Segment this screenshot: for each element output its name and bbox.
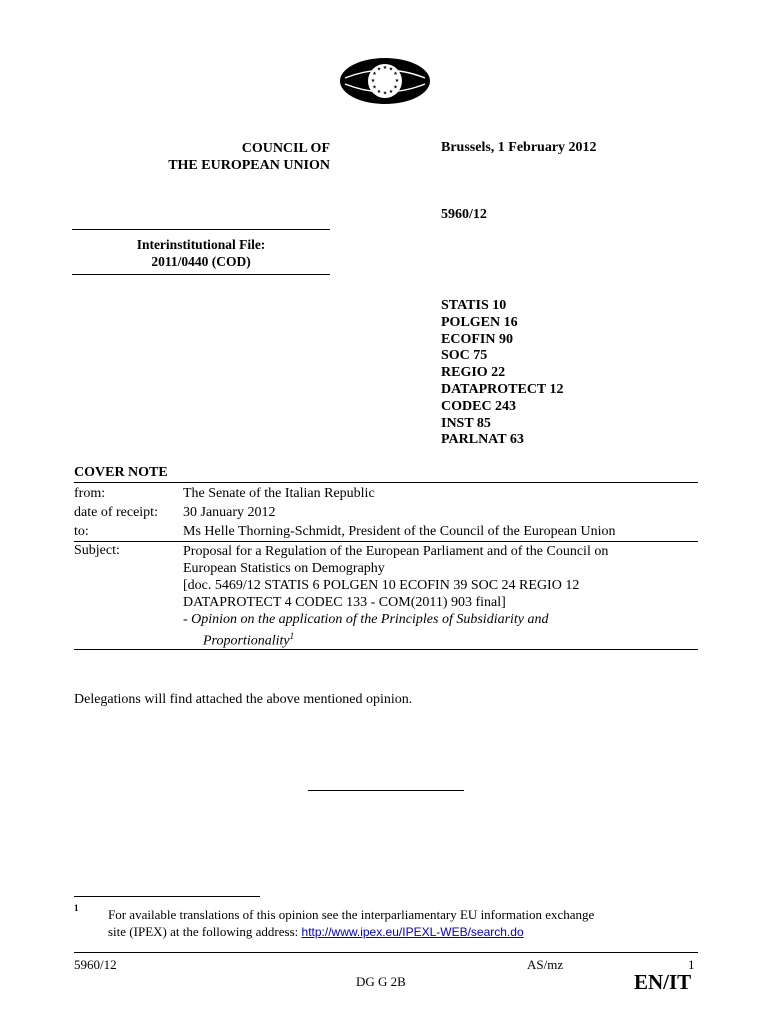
date-of-receipt-value: 30 January 2012: [183, 505, 276, 520]
svg-text:★: ★: [370, 78, 376, 84]
svg-text:★: ★: [372, 84, 377, 91]
footer-dg: DG G 2B: [356, 974, 406, 989]
document-number: 5960/12: [441, 207, 487, 222]
from-value: The Senate of the Italian Republic: [183, 486, 375, 501]
footnote-text: [108, 906, 698, 941]
svg-text:★: ★: [393, 71, 398, 77]
delegations-text: Delegations will find attached the above mentioned opinion.: [74, 692, 413, 707]
svg-text:★: ★: [393, 84, 398, 91]
to-label: to:: [74, 524, 89, 539]
subject-line: DATAPROTECT 4 CODEC 133 - COM(2011) 903 final]: [183, 595, 506, 610]
code-item: SOC 75: [441, 348, 488, 364]
interfile-value: 2011/0440 (COD): [151, 254, 251, 269]
svg-text:★: ★: [382, 90, 388, 97]
footer-language: EN/IT: [634, 970, 692, 994]
end-separator: [308, 790, 464, 791]
subject-line: [doc. 5469/12 STATIS 6 POLGEN 10 ECOFIN 39 SOC 24 REGIO 12: [183, 578, 580, 593]
code-item: REGIO 22: [441, 365, 506, 381]
svg-text:★: ★: [388, 89, 394, 95]
opinion-line-2: [183, 628, 683, 650]
code-item: POLGEN 16: [441, 314, 518, 330]
footnote-line-2-text: site (IPEX) at the following address:: [108, 924, 302, 939]
document-date: Brussels, 1 February 2012: [441, 140, 597, 155]
footnote-line-2: [108, 923, 698, 941]
svg-text:★: ★: [388, 66, 394, 73]
code-item: ECOFIN 90: [441, 331, 513, 347]
footnote-ref[interactable]: 1: [289, 631, 295, 641]
footer-initials: AS/mz: [527, 957, 564, 972]
interfile-bottom-rule: [72, 274, 330, 275]
council-name: [120, 140, 330, 174]
subject-line: Proposal for a Regulation of the European Parliament and of the Council on: [183, 544, 609, 559]
interinstitutional-file: [72, 236, 330, 270]
to-value: Ms Helle Thorning-Schmidt, President of the Council of the European Union: [183, 524, 616, 539]
svg-text:★: ★: [376, 66, 382, 73]
code-item: DATAPROTECT 12: [441, 381, 564, 397]
interfile-top-rule: [72, 229, 330, 230]
code-item: STATIS 10: [441, 298, 507, 313]
subject-bottom-rule: [74, 649, 698, 650]
classification-codes: [441, 298, 564, 449]
code-item: CODEC 243: [441, 398, 517, 414]
footnote-number: 1: [74, 903, 79, 913]
to-rule: [74, 541, 698, 542]
cover-note-rule: [74, 482, 698, 483]
svg-text:★: ★: [394, 78, 400, 84]
ipex-link[interactable]: http://www.ipex.eu/IPEXL-WEB/search.do: [301, 925, 524, 939]
opinion-line-1: - Opinion on the application of the Principles of Subsidiarity and: [183, 612, 549, 627]
footer-rule: [74, 952, 698, 953]
footer-doc-number: 5960/12: [74, 957, 117, 972]
council-eu-logo-icon: [339, 56, 431, 106]
from-label: from:: [74, 486, 106, 501]
footer-page-number: 1: [688, 957, 695, 972]
subject-label: Subject:: [74, 543, 120, 558]
opinion-line-2-text: Proportionality: [203, 633, 290, 649]
council-line-1: COUNCIL OF: [241, 141, 330, 156]
cover-note-title: COVER NOTE: [74, 465, 168, 480]
code-item: INST 85: [441, 415, 491, 431]
footnote-line-1: For available translations of this opinion see the interparliamentary EU information exchange: [108, 907, 595, 922]
subject-text: [183, 543, 683, 650]
council-line-2: THE EUROPEAN UNION: [168, 158, 330, 173]
svg-text:★: ★: [372, 71, 377, 77]
date-of-receipt-label: date of receipt:: [74, 505, 158, 520]
interfile-label: Interinstitutional File:: [136, 237, 266, 252]
code-item: PARLNAT 63: [441, 432, 524, 448]
svg-text:★: ★: [382, 65, 388, 71]
svg-text:★: ★: [376, 89, 382, 95]
subject-line: European Statistics on Demography: [183, 561, 385, 576]
footnote-separator: [74, 896, 260, 897]
